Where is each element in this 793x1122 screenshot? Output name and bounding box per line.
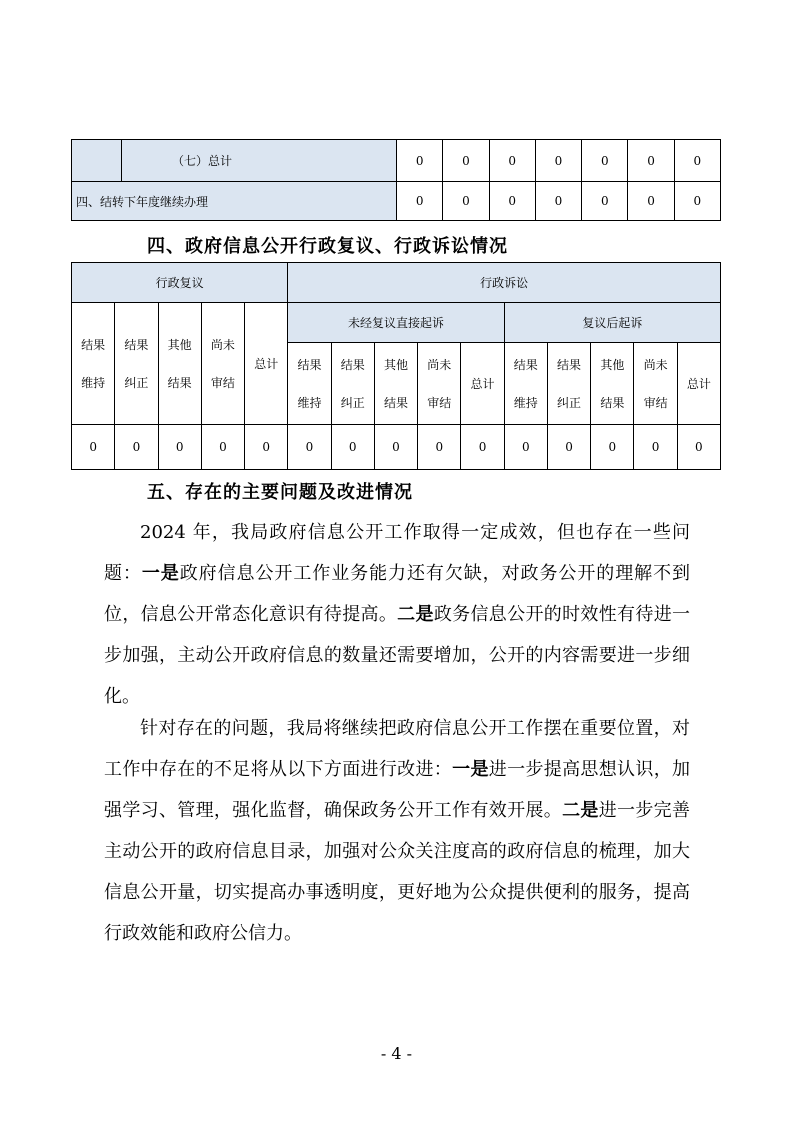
- value-cell: 0: [418, 425, 461, 470]
- section-5-heading: 五、存在的主要问题及改进情况: [147, 482, 413, 503]
- value-cell: 0: [547, 425, 590, 470]
- col-upheld: 结果 维持: [288, 343, 331, 425]
- row-label: （七）总计: [122, 140, 397, 182]
- col-corrected: 结果 纠正: [115, 303, 158, 425]
- value-cell: 0: [331, 425, 374, 470]
- value-cell: 0: [628, 140, 674, 182]
- improvements-paragraph: 针对存在的问题，我局将继续把政府信息公开工作摆在重要位置，对工作中存在的不足将从以下方面进行改进：一是进一步提高思想认识，加强学习、管理，强化监督，确保政务公开工作有效开展。二是进一步完善主动公开的政府信息目录，加强对公众关注度高的政府信息的梳理，加大信息公开量，切实提高办事透明度，更好地为公众提供便利的服务，提高行政效能和政府公信力。: [104, 718, 691, 944]
- disposition-table-continued: [71, 139, 721, 221]
- admin-review-header: 行政复议: [72, 263, 288, 303]
- value-cell: 0: [374, 425, 417, 470]
- col-pending: 尚未 审结: [418, 343, 461, 425]
- value-cell: 0: [582, 182, 628, 221]
- value-cell: 0: [443, 140, 489, 182]
- value-cell: 0: [72, 425, 115, 470]
- value-cell: 0: [288, 425, 331, 470]
- col-other: 其他 结果: [158, 303, 201, 425]
- value-cell: 0: [535, 140, 581, 182]
- indent-cell: [72, 140, 122, 182]
- col-total: 总计: [677, 343, 720, 425]
- value-cell: 0: [489, 140, 535, 182]
- col-corrected: 结果 纠正: [547, 343, 590, 425]
- value-cell: 0: [115, 425, 158, 470]
- value-cell: 0: [628, 182, 674, 221]
- value-cell: 0: [489, 182, 535, 221]
- col-other: 其他 结果: [591, 343, 634, 425]
- col-upheld: 结果 维持: [504, 343, 547, 425]
- col-corrected: 结果 纠正: [331, 343, 374, 425]
- review-litigation-table: [71, 262, 721, 470]
- value-cell: 0: [535, 182, 581, 221]
- admin-litigation-header: 行政诉讼: [288, 263, 721, 303]
- value-cell: 0: [397, 182, 443, 221]
- value-cell: 0: [674, 182, 720, 221]
- value-cell: 0: [245, 425, 288, 470]
- row-label: 四、结转下年度继续办理: [72, 182, 397, 221]
- table-header-row: [72, 303, 721, 343]
- value-cell: 0: [158, 425, 201, 470]
- value-cell: 0: [201, 425, 244, 470]
- value-cell: 0: [582, 140, 628, 182]
- col-total: 总计: [461, 343, 504, 425]
- page-number: - 4 -: [380, 1044, 413, 1063]
- col-other: 其他 结果: [374, 343, 417, 425]
- table-row: [72, 425, 721, 470]
- problems-paragraph: 2024 年，我局政府信息公开工作取得一定成效，但也存在一些问题：一是政府信息公开工作业务能力还有欠缺，对政务公开的理解不到位，信息公开常态化意识有待提高。二是政务信息公开的时效性有待进一步加强，主动公开政府信息的数量还需要增加，公开的内容需要进一步细化。: [104, 522, 691, 707]
- table-row: [72, 140, 721, 182]
- value-cell: 0: [634, 425, 677, 470]
- value-cell: 0: [674, 140, 720, 182]
- col-total: 总计: [245, 303, 288, 425]
- col-pending: 尚未 审结: [201, 303, 244, 425]
- value-cell: 0: [591, 425, 634, 470]
- value-cell: 0: [504, 425, 547, 470]
- value-cell: 0: [443, 182, 489, 221]
- value-cell: 0: [461, 425, 504, 470]
- value-cell: 0: [397, 140, 443, 182]
- direct-suit-header: 未经复议直接起诉: [288, 303, 504, 343]
- col-upheld: 结果 维持: [72, 303, 115, 425]
- after-review-suit-header: 复议后起诉: [504, 303, 720, 343]
- section-4-heading: 四、政府信息公开行政复议、行政诉讼情况: [147, 236, 508, 257]
- value-cell: 0: [677, 425, 720, 470]
- table-header-row: [72, 263, 721, 303]
- table-row: [72, 182, 721, 221]
- col-pending: 尚未 审结: [634, 343, 677, 425]
